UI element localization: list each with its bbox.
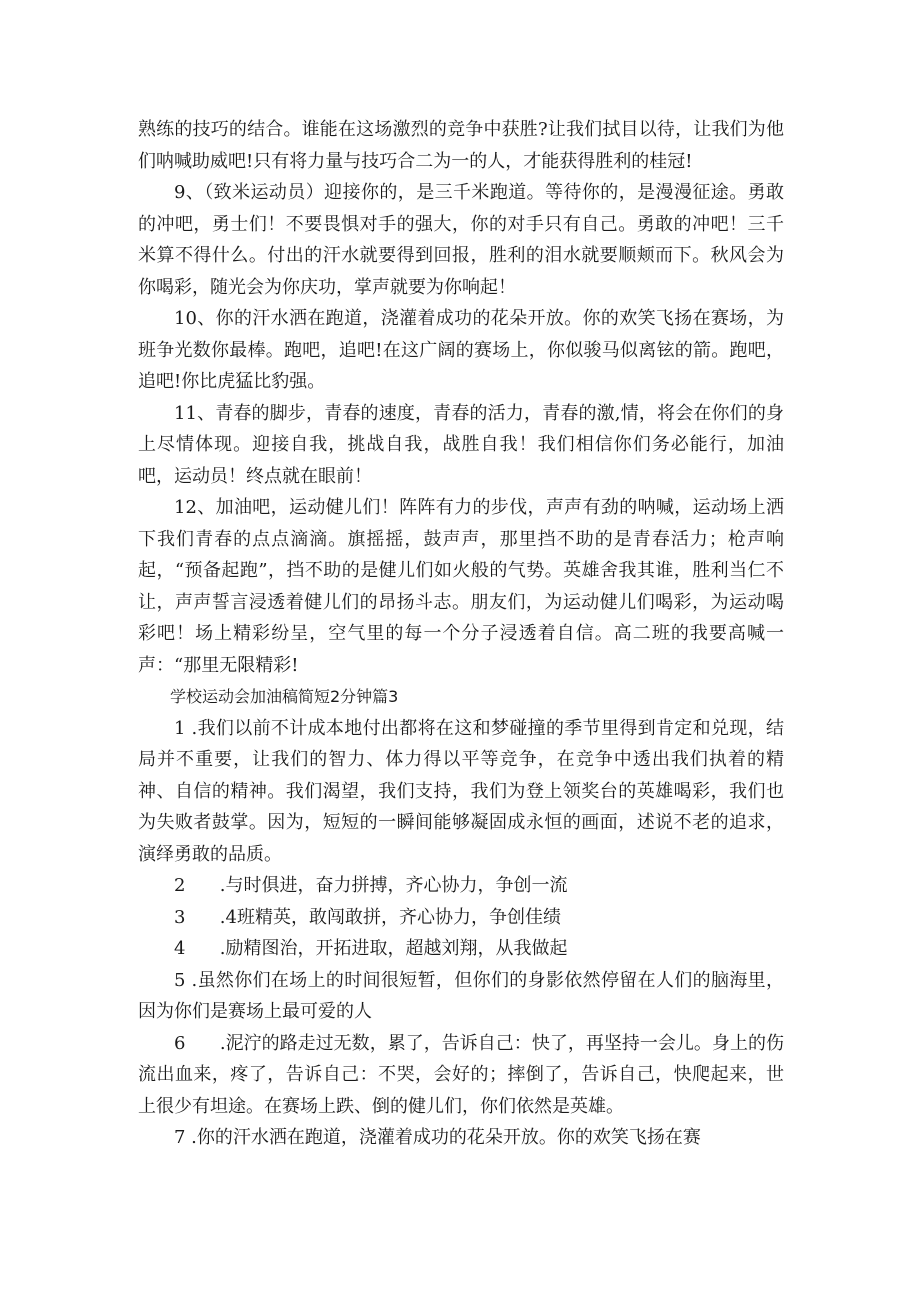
section3-item-2: 2 .与时俱进，奋力拼搏，齐心协力，争创一流 xyxy=(174,875,568,896)
section3-item-3: 3 .4班精英，敢闯敢拼，齐心协力，争创佳绩 xyxy=(174,906,561,928)
cheer-item-12: 12、加油吧，运动健儿们！阵阵有力的步伐，声声有劲的呐喊，运动场上洒下我们青春的点点滴滴。旗摇摇，鼓声声，那里挡不助的是青春活力；枪声响起，“预备起跑”，挡不助的是健儿们如火般的气势。英雄舍我其谁，胜利当仁不让，声声誓言浸透着健儿们的昂扬斗志。朋友们，为运动健儿们喝彩，为运动喝彩吧！场上精彩纷呈，空气里的每一个分子浸透着自信。高二班的我要高喊一声：“那里无限精彩! xyxy=(138,497,784,676)
section3-item-5: 5 .虽然你们在场上的时间很短暂，但你们的身影依然停留在人们的脑海里，因为你们是赛场上最可爱的人 xyxy=(138,969,784,1022)
cheer-item-9: 9、（致米运动员）迎接你的，是三千米跑道。等待你的，是漫漫征途。勇敢的冲吧，勇士们！不要畏惧对手的强大，你的对手只有自己。勇敢的冲吧！三千米算不得什么。付出的汗水就要得到回报，胜利的泪水就要顺颊而下。秋风会为你喝彩，随光会为你庆功，掌声就要为你响起！ xyxy=(138,182,784,298)
section3-item-1: 1 .我们以前不计成本地付出都将在这和梦碰撞的季节里得到肯定和兑现，结局并不重要，让我们的智力、体力得以平等竞争，在竞争中透出我们执着的精神、自信的精神。我们渴望，我们支持，我们为登上领奖台的英雄喝彩，我们也为失败者鼓掌。因为，短短的一瞬间能够凝固成永恒的画面，述说不老的追求，演绎勇敢的品质。 xyxy=(138,717,784,865)
cheer-item-11: 11、青春的脚步，青春的速度，青春的活力，青春的激,情，将会在你们的身上尽情体现。迎接自我，挑战自我，战胜自我！我们相信你们务必能行，加油吧，运动员！终点就在眼前！ xyxy=(138,402,784,487)
continuation-paragraph: 熟练的技巧的结合。谁能在这场激烈的竞争中获胜?让我们拭目以待，让我们为他们呐喊助威吧!只有将力量与技巧合二为一的人，才能获得胜利的桂冠! xyxy=(138,119,784,172)
section3-item-4: 4 .励精图治，开拓进取，超越刘翔，从我做起 xyxy=(174,938,568,959)
document-page xyxy=(138,114,784,1154)
cheer-item-10: 10、你的汗水洒在跑道，浇灌着成功的花朵开放。你的欢笑飞扬在赛场，为班争光数你最棒。跑吧，追吧!在这广阔的赛场上，你似骏马似离铉的箭。跑吧，追吧!你比虎猛比豹强。 xyxy=(138,308,784,392)
section-heading: 学校运动会加油稿简短2分钟篇3 xyxy=(170,687,399,706)
section3-item-6: 6 .泥泞的路走过无数，累了，告诉自己：快了，再坚持一会儿。身上的伤流出血来，疼了，告诉自己：不哭，会好的；摔倒了，告诉自己，快爬起来，世上很少有坦途。在赛场上跌、倒的健儿们，你们依然是英雄。 xyxy=(138,1032,784,1117)
section3-item-7: 7 .你的汗水洒在跑道，浇灌着成功的花朵开放。你的欢笑飞扬在赛 xyxy=(174,1127,701,1148)
